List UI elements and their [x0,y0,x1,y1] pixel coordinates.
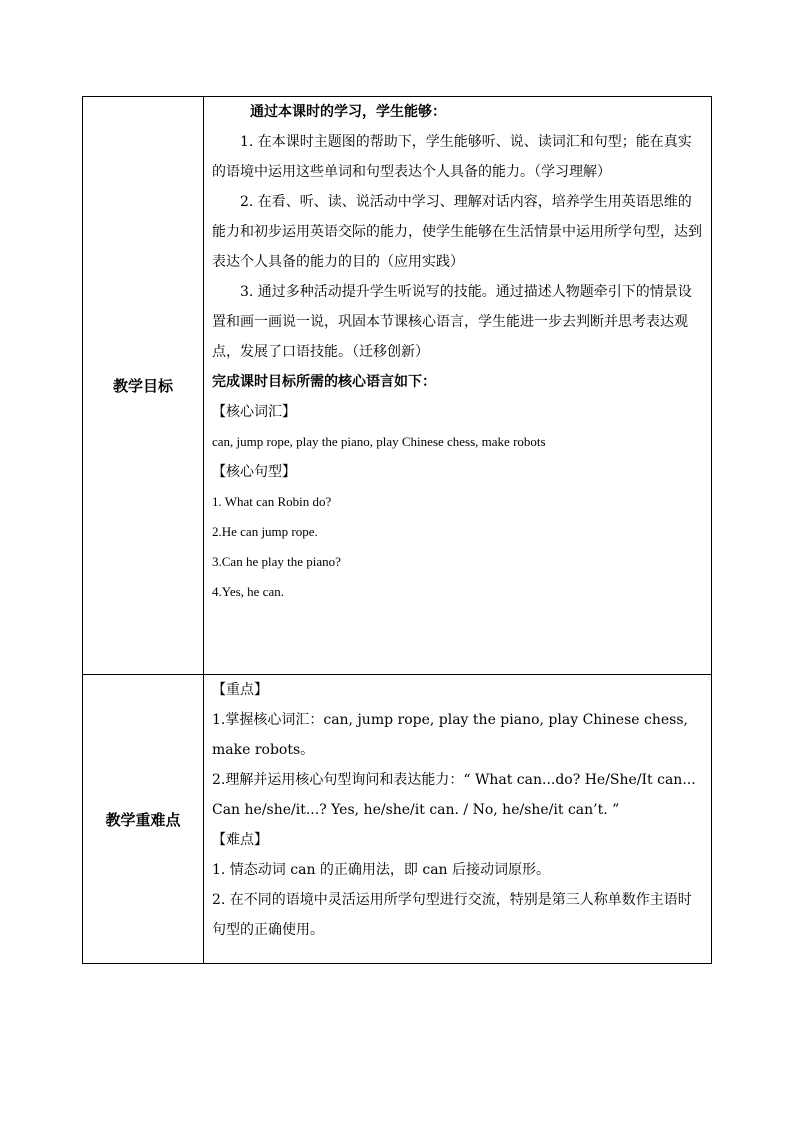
objectives-row [83,97,712,675]
keypoints-heading: 教学重难点 [83,675,204,964]
core-vocab-label: 【核心词汇】 [212,404,296,420]
objectives-content [204,97,712,675]
core-pattern-label: 【核心句型】 [212,464,296,480]
key-item-2: 2.理解并运用核心句型询问和表达能力：“ What can...do? He/She/It can... Can he/she/it...? Yes, he/she/it can. / No, he/she/it can’t. ” [212,772,696,818]
keypoints-content [204,675,712,964]
core-language-heading: 完成课时目标所需的核心语言如下： [212,374,436,390]
key-item-1: 1.掌握核心词汇：can, jump rope, play the piano, play Chinese chess, make robots。 [212,712,688,758]
core-pattern-1: 1. What can Robin do? [212,494,332,509]
core-vocab-list: can, jump rope, play the piano, play Chinese chess, make robots [212,434,546,449]
key-label: 【重点】 [212,682,268,698]
objective-item-3: 3. 通过多种活动提升学生听说写的技能。通过描述人物题牵引下的情景设置和画一画说一说，巩固本节课核心语言，学生能进一步去判断并思考表达观点，发展了口语技能。（迁移创新） [212,284,692,360]
difficult-label: 【难点】 [212,832,268,848]
difficult-item-1: 1. 情态动词 can 的正确用法，即 can 后接动词原形。 [212,862,551,878]
keypoints-row [83,675,712,964]
core-pattern-2: 2.He can jump rope. [212,524,318,539]
lesson-plan-table [82,96,712,964]
objective-item-2: 2. 在看、听、读、说活动中学习、理解对话内容，培养学生用英语思维的能力和初步运用英语交际的能力，使学生能够在生活情景中运用所学句型，达到表达个人具备的能力的目的（应用实践） [212,194,702,270]
objectives-intro: 通过本课时的学习，学生能够： [250,104,446,120]
objectives-heading: 教学目标 [83,97,204,675]
objective-item-1: 1. 在本课时主题图的帮助下，学生能够听、说、读词汇和句型；能在真实的语境中运用这些单词和句型表达个人具备的能力。（学习理解） [212,134,692,180]
core-pattern-4: 4.Yes, he can. [212,584,284,599]
difficult-item-2: 2. 在不同的语境中灵活运用所学句型进行交流，特别是第三人称单数作主语时句型的正确使用。 [212,892,692,938]
core-pattern-3: 3.Can he play the piano? [212,554,341,569]
